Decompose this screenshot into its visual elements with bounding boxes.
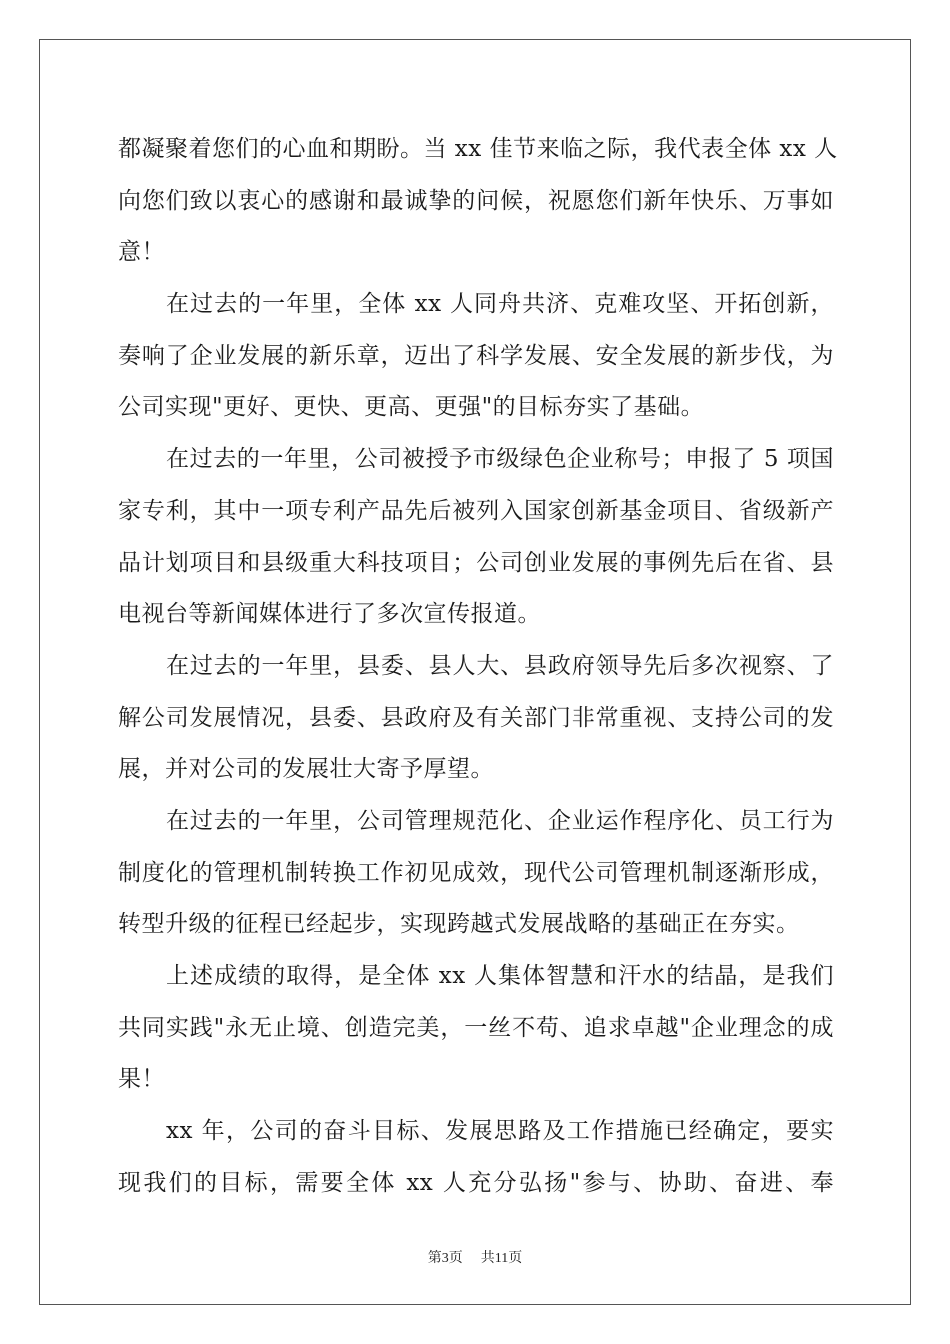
text-line: 意！ [118, 239, 165, 266]
document-body [118, 124, 838, 1209]
page-number-current: 第3页 [427, 1251, 463, 1266]
text-line: 果！ [118, 1066, 165, 1093]
text-line: 共同实践"永无止境、创造完美，一丝不苟、追求卓越"企业理念的成 [118, 1014, 834, 1041]
text-line: 展，并对公司的发展壮大寄予厚望。 [118, 756, 494, 783]
paragraph-first-line: 在过去的一年里，县委、县人大、县政府领导先后多次视察、了 [166, 652, 834, 679]
paragraph-first-line: xx 年，公司的奋斗目标、发展思路及工作措施已经确定，要实 [166, 1118, 834, 1145]
text-line: 转型升级的征程已经起步，实现跨越式发展战略的基础正在夯实。 [118, 911, 800, 938]
page-footer [0, 1247, 950, 1267]
paragraph-first-line: 在过去的一年里，公司被授予市级绿色企业称号；申报了 5 项国 [166, 446, 834, 473]
text-line: 解公司发展情况，县委、县政府及有关部门非常重视、支持公司的发 [118, 704, 834, 731]
paragraph-first-line: 在过去的一年里，全体 xx 人同舟共济、克难攻坚、开拓创新， [166, 291, 834, 318]
text-line: 品计划项目和县级重大科技项目；公司创业发展的事例先后在省、县 [118, 549, 834, 576]
text-line: 都凝聚着您们的心血和期盼。当 xx 佳节来临之际，我代表全体 xx 人 [118, 136, 838, 162]
paragraph-first-line: 上述成绩的取得，是全体 xx 人集体智慧和汗水的结晶，是我们 [166, 963, 834, 989]
text-line: 家专利，其中一项专利产品先后被列入国家创新基金项目、省级新产 [118, 497, 834, 524]
text-line: 向您们致以衷心的感谢和最诚挚的问候，祝愿您们新年快乐、万事如 [118, 187, 834, 214]
text-line: 奏响了企业发展的新乐章，迈出了科学发展、安全发展的新步伐，为 [118, 342, 834, 369]
text-line: 公司实现"更好、更快、更高、更强"的目标夯实了基础。 [118, 394, 705, 421]
text-line: 现我们的目标，需要全体 xx 人充分弘扬"参与、协助、奋进、奉 [118, 1169, 834, 1196]
paragraph-first-line: 在过去的一年里，公司管理规范化、企业运作程序化、员工行为 [166, 807, 834, 834]
page-number-total: 共11页 [480, 1251, 523, 1266]
text-line: 电视台等新闻媒体进行了多次宣传报道。 [118, 601, 541, 628]
text-line: 制度化的管理机制转换工作初见成效，现代公司管理机制逐渐形成， [118, 859, 834, 886]
